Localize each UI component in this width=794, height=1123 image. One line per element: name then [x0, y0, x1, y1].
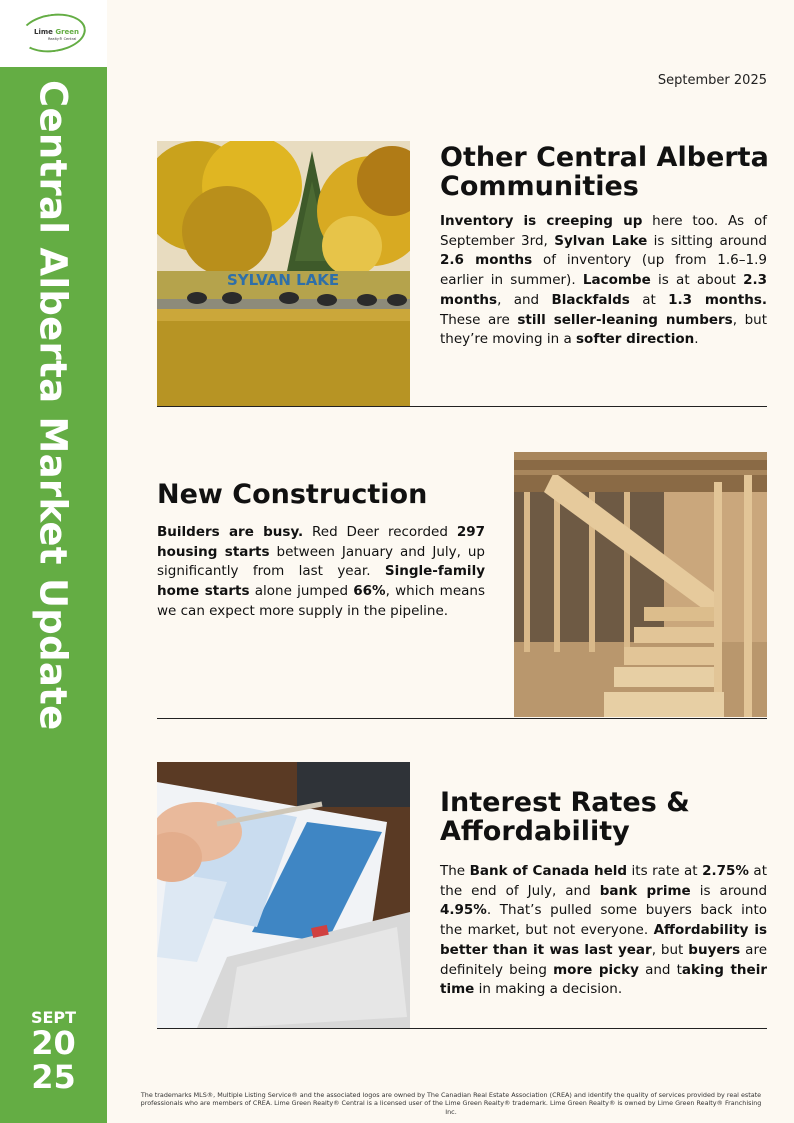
bold-text-run: Affordability is better than it was last year — [440, 922, 767, 958]
date-year-bottom: 25 — [31, 1058, 76, 1096]
text-run: are definitely being — [440, 941, 768, 978]
bold-text-run: Lacombe — [582, 272, 651, 289]
bold-text-run: Single-family home starts — [157, 563, 485, 600]
bold-text-run: Inventory is creeping up — [440, 213, 643, 229]
sign-text: SYLVAN LAKE — [227, 271, 340, 289]
text-run: is at about — [650, 272, 744, 289]
section1-body — [440, 212, 767, 350]
bold-text-run: 4.95% — [440, 902, 487, 919]
text-run: alone jumped — [249, 583, 354, 600]
section3-title: Interest Rates & Affordability — [440, 787, 690, 847]
sidebar — [0, 0, 107, 1123]
calculator-photo — [157, 762, 410, 1028]
date-month: SEPT — [30, 1008, 77, 1027]
vertical-title: Central Alberta Market Update — [31, 80, 75, 731]
bold-text-run: 297 housing starts — [157, 524, 485, 560]
divider — [157, 718, 767, 719]
text-run: . That’s pulled some buyers back into the market, but not everyone. — [440, 902, 767, 939]
text-run: its rate at — [627, 863, 703, 879]
text-run: in making a decision. — [474, 981, 623, 998]
text-run: , and — [497, 291, 552, 308]
bold-text-run: still seller-leaning numbers — [517, 311, 733, 328]
bold-text-run: 2.6 months — [440, 252, 533, 269]
bold-text-run: 1.3 months. — [668, 291, 768, 308]
divider — [157, 1028, 767, 1029]
bold-text-run: buyers — [688, 941, 741, 958]
sylvan-lake-photo — [157, 141, 410, 406]
text-run: Red Deer recorded — [303, 524, 457, 540]
issue-date: September 2025 — [657, 73, 767, 88]
text-run: is sitting around — [647, 232, 768, 249]
bold-text-run: Bank of Canada held — [469, 863, 628, 879]
bold-text-run: softer direction — [576, 331, 695, 348]
logo — [0, 0, 107, 67]
date-year-top: 20 — [31, 1024, 76, 1062]
bold-text-run: 2.75% — [702, 863, 749, 879]
text-run: . — [694, 331, 699, 348]
bold-text-run: more picky — [553, 961, 639, 978]
footer-disclaimer: The trademarks MLS®, Multiple Listing Service® and the associated logos are owned by The Canadian Real Estate Association (CREA) and identify the quality of services provided by real estate professionals who are members of CREA. Lime Green Realty® Central is a licensed user of the Lime Green Realty® trademark. Lime Green Realty® is owned by Lime Green Realty® Franchising Inc. — [140, 1091, 762, 1116]
text-run: and t — [638, 961, 682, 978]
text-run: between January and July, up significantly from last year. — [157, 543, 485, 580]
bold-text-run: Sylvan Lake — [554, 232, 648, 249]
text-run: , which means we can expect more supply in the pipeline. — [157, 583, 485, 619]
bold-text-run: 2.3 months — [440, 272, 767, 308]
section3-body — [440, 862, 767, 1000]
bold-text-run: aking their time — [440, 961, 767, 998]
divider — [157, 406, 767, 407]
section1-title: Other Central Alberta Communities — [440, 142, 769, 202]
text-run: at — [629, 291, 669, 308]
bold-text-run: bank prime — [599, 882, 691, 899]
bold-text-run: 66% — [353, 583, 386, 600]
text-run: , but — [651, 941, 689, 958]
text-run: here too. As of September 3rd, — [440, 213, 767, 249]
text-run: , but they’re moving in a — [440, 311, 767, 348]
bold-text-run: Builders are busy. — [157, 524, 304, 540]
logo-subtext: Realty® Central — [48, 37, 77, 41]
text-run: The — [440, 863, 470, 879]
text-run: of inventory (up from 1.6–1.9 earlier in summer). — [440, 252, 767, 289]
text-run: is around — [690, 882, 768, 899]
text-run: at the end of July, and — [440, 863, 767, 899]
text-run: These are — [440, 311, 518, 328]
bold-text-run: Blackfalds — [551, 291, 630, 308]
section2-body — [157, 523, 485, 622]
logo-wordmark: Lime Green — [34, 28, 80, 36]
construction-photo — [514, 452, 767, 717]
section2-title: New Construction — [157, 479, 428, 510]
